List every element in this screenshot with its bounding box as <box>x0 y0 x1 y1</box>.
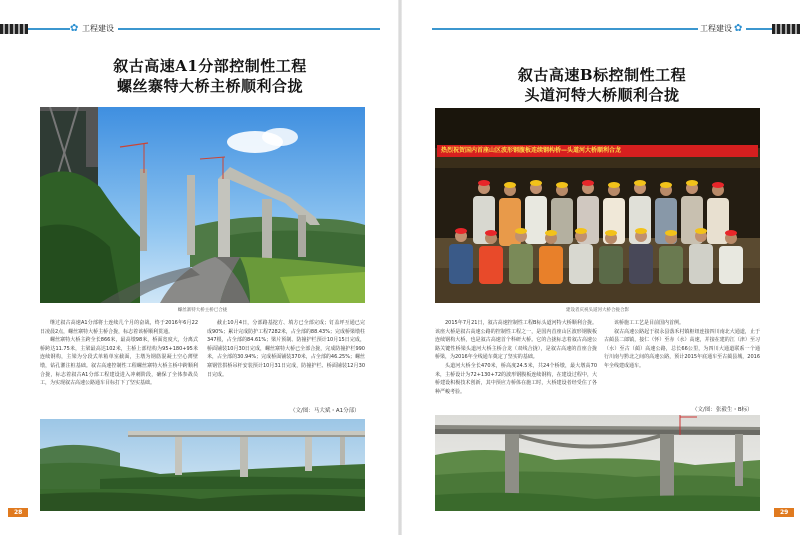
paragraph: 叙古高速公路起于叙永县落禾村镇枢纽连接四川南北大通道，止于古蔺县二郎镇，接仁（怀）至赤（水）高速，并接在建的江（津）至习（水）至古（蔺）高速公路，总长66公里，为四川大通道联系一个通行川南与黔北之间的高速公路，预计2015年底通车至古蔺县城，2016年全线建成通车。 <box>604 328 760 369</box>
title-line-1: 叙古高速B标控制性工程 <box>517 66 687 84</box>
text-column-1 <box>435 319 597 396</box>
photo-caption: 建设者庆祝头道河大桥合拢合影 <box>566 308 629 313</box>
bridge-photo <box>40 107 365 303</box>
group-photo <box>435 108 760 303</box>
article-title <box>452 65 752 105</box>
celebration-banner <box>437 145 758 157</box>
text-column-2 <box>604 319 760 371</box>
title-line-1: 叙古高速A1分部控制性工程 <box>113 57 307 75</box>
paragraph: 2015年7月21日，叙古高速控制性工程B标头道河特大桥顺利合拢。该座大桥是叙古高速公路的控制性工程之一，是国内首座山区波形钢腹板连续钢构大桥，也是叙古高速首个科研大桥。它的合拢标志着叙古高速公路关键性桥梁头道河大桥主桥合龙（双线合拢），是叙古高速的首座合拢桥梁，为2016年全线通车奠定了坚实的基础。 <box>435 320 597 361</box>
section-label: 工程建设 <box>700 24 732 33</box>
paragraph: 螺丝寨特大桥主跨全长866米，最高墩98米，桥面宽度大，分离式桥跨达11.75米，主梁最高达102米，主桥上部结构为95+180+95米连续钢构，主梁为分段式单箱单室截面，主墩为钢筋混凝土空心薄壁墩，钻孔灌注桩基础。叙古高速控制性工程螺丝寨特大桥主桥中跨顺利合拢，标志着叙古A1分部工程建设进入冲刺阶段，确保了全体参战员工，为实现叙古高速公路通车目标打下了坚实基础。 <box>40 337 198 387</box>
photo-caption: 螺丝寨特大桥主桥已合拢 <box>177 308 228 313</box>
paragraph: 截止10月4日，分部路基挖方、填方已全部完成；钉盖坪互通已完成90%；累计完成防护工程7282米，占全部的88.43%；完成桥梁墩柱347根，占全部的84.61%；梁片预制、防撞护栏预计10月15日完成，桥面铺装10月30日完成，螺丝寨特大桥已全部合拢，完成防撞护栏990米，占全部的30.94%；完成桥面铺装370米，占全部的46.25%；螺丝寨钢管拱桥吊杆安装预计10月31日完成，防撞护栏、桥面铺装12月30日完成。 <box>207 320 365 378</box>
flower-icon: ✿ <box>734 23 743 34</box>
header-stripe-decoration <box>772 24 800 34</box>
header-rule <box>118 28 380 30</box>
title-line-2: 螺丝寨特大桥主桥顺利合拢 <box>116 77 303 95</box>
paragraph: 继过叙古高速A1分部将士连续几个月的奋战，终于2016年6月22日凌晨2点，螺丝寨特大桥主桥合拢，标志着该桥顺利贯通。 <box>40 320 198 335</box>
paragraph: 头道河大桥全长470米，桥高度24.5米，共24个桥墩，最大墩高70米，主桥设计为72+130+72的波形钢腹板连续钢构，在建设过程中，大桥建设积极技术创新，其中预应力桥体在施工时，大桥建设者经受住了各种严峻考验。 <box>435 362 597 395</box>
header-rule <box>28 28 70 30</box>
author-credit: （文/图：张毅生・B标） <box>692 407 753 413</box>
header-rule <box>432 28 698 30</box>
left-page <box>0 0 398 535</box>
flower-icon: ✿ <box>70 23 79 34</box>
right-page <box>402 0 800 535</box>
banner-text: 热烈祝贺国内首座山区波形钢腹板连续钢构桥—头道河大桥顺利合龙 <box>441 147 622 154</box>
page-number: 28 <box>8 508 28 517</box>
page-number: 29 <box>774 508 794 517</box>
valley-bridge-photo <box>40 419 365 511</box>
text-column-1 <box>40 319 198 388</box>
title-line-2: 头道河特大桥顺利合拢 <box>524 86 680 104</box>
paragraph: 该桥施工工艺是目前国内首例。 <box>614 320 685 326</box>
left-header <box>0 22 398 36</box>
bridge-photo-bottom <box>435 415 760 511</box>
right-header <box>402 22 800 36</box>
article-title <box>60 56 360 96</box>
section-label: 工程建设 <box>82 24 114 33</box>
header-stripe-decoration <box>0 24 28 34</box>
text-column-2 <box>207 319 365 379</box>
author-credit: （文/图：马大斌・A1分部） <box>290 408 360 414</box>
header-rule <box>746 28 772 30</box>
